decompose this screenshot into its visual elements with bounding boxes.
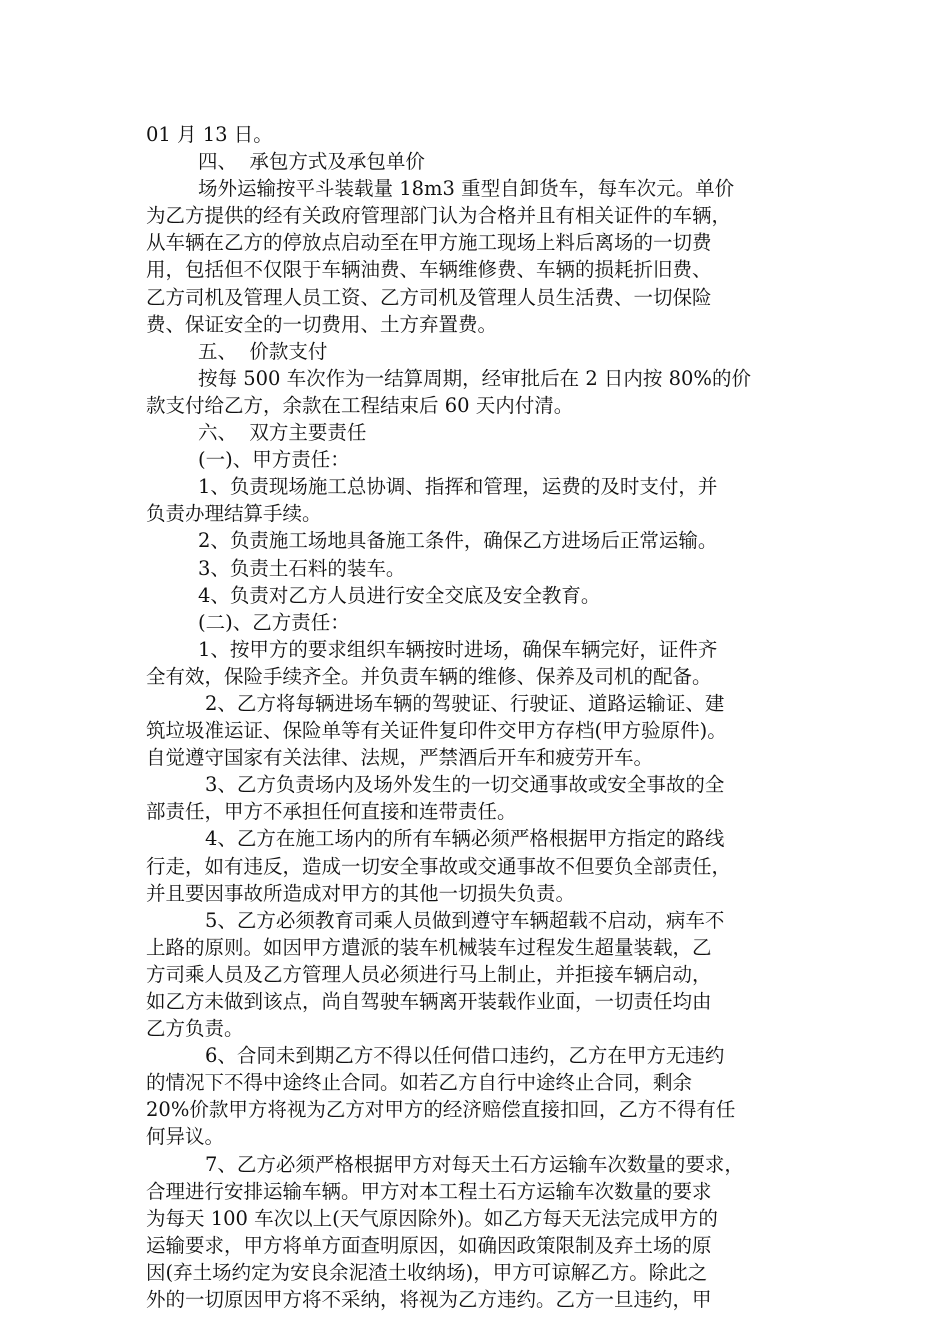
text-line: 为每天 100 车次以上(天气原因除外)。如乙方每天无法完成甲方的 bbox=[146, 1206, 718, 1230]
text-line: 上路的原则。如因甲方遣派的装车机械装车过程发生超量装载，乙 bbox=[146, 935, 712, 959]
text-line: 何异议。 bbox=[146, 1125, 225, 1149]
text-line: 的情况下不得中途终止合同。如若乙方自行中途终止合同，剩余 bbox=[146, 1071, 693, 1095]
text-line: 并且要因事故所造成对甲方的其他一切损失负责。 bbox=[146, 881, 576, 905]
text-line: 行走，如有违反，造成一切安全事故或交通事故不但要负全部责任， bbox=[146, 854, 732, 878]
document-page bbox=[146, 121, 806, 1313]
text-line: 五、 价款支付 bbox=[198, 339, 328, 363]
text-line: 为乙方提供的经有关政府管理部门认为合格并且有相关证件的车辆， bbox=[146, 204, 732, 228]
text-line: 1、负责现场施工总协调、指挥和管理，运费的及时支付，并 bbox=[198, 475, 718, 499]
text-line: 3、负责土石料的装车。 bbox=[198, 556, 406, 580]
text-line: 费、保证安全的一切费用、土方弃置费。 bbox=[146, 312, 498, 336]
text-line: 款支付给乙方，余款在工程结束后 60 天内付清。 bbox=[146, 393, 574, 417]
text-line: 负责办理结算手续。 bbox=[146, 502, 322, 526]
text-line: 4、乙方在施工场内的所有车辆必须严格根据甲方指定的路线 bbox=[205, 827, 725, 851]
text-line: 按每 500 车次作为一结算周期，经审批后在 2 日内按 80%的价 bbox=[198, 366, 751, 390]
text-line: 场外运输按平斗装载量 18m3 重型自卸货车，每车次元。单价 bbox=[198, 177, 735, 201]
text-line: 乙方负责。 bbox=[146, 1017, 244, 1041]
text-line: 20%价款甲方将视为乙方对甲方的经济赔偿直接扣回，乙方不得有任 bbox=[146, 1098, 736, 1122]
text-line: 四、 承包方式及承包单价 bbox=[198, 150, 425, 174]
text-line: 方司乘人员及乙方管理人员必须进行马上制止，并拒接车辆启动， bbox=[146, 962, 712, 986]
text-line: 因(弃土场约定为安良余泥渣土收纳场)，甲方可谅解乙方。除此之 bbox=[146, 1260, 708, 1284]
text-line: 运输要求，甲方将单方面查明原因，如确因政策限制及弃土场的原 bbox=[146, 1233, 712, 1257]
text-line: 6、合同未到期乙方不得以任何借口违约，乙方在甲方无违约 bbox=[205, 1044, 725, 1068]
text-line: 六、 双方主要责任 bbox=[198, 421, 367, 445]
text-line: 5、乙方必须教育司乘人员做到遵守车辆超载不启动，病车不 bbox=[205, 908, 725, 932]
text-line: 4、负责对乙方人员进行安全交底及安全教育。 bbox=[198, 583, 601, 607]
text-line: 3、乙方负责场内及场外发生的一切交通事故或安全事故的全 bbox=[205, 773, 725, 797]
text-line: 部责任，甲方不承担任何直接和连带责任。 bbox=[146, 800, 517, 824]
text-line: 全有效，保险手续齐全。并负责车辆的维修、保养及司机的配备。 bbox=[146, 664, 712, 688]
text-line: (二)、乙方责任： bbox=[198, 610, 350, 634]
text-line: 用，包括但不仅限于车辆油费、车辆维修费、车辆的损耗折旧费、 bbox=[146, 258, 712, 282]
text-line: 2、负责施工场地具备施工条件，确保乙方进场后正常运输。 bbox=[198, 529, 718, 553]
text-line: 乙方司机及管理人员工资、乙方司机及管理人员生活费、一切保险 bbox=[146, 285, 712, 309]
text-line: 从车辆在乙方的停放点启动至在甲方施工现场上料后离场的一切费 bbox=[146, 231, 712, 255]
text-line: 如乙方未做到该点，尚自驾驶车辆离开装载作业面，一切责任均由 bbox=[146, 990, 712, 1013]
text-line: 自觉遵守国家有关法律、法规，严禁酒后开车和疲劳开车。 bbox=[146, 746, 654, 770]
text-line: 01 月 13 日。 bbox=[146, 123, 273, 146]
text-line: 外的一切原因甲方将不采纳，将视为乙方违约。乙方一旦违约，甲 bbox=[146, 1288, 712, 1312]
text-line: 1、按甲方的要求组织车辆按时进场，确保车辆完好，证件齐 bbox=[198, 637, 718, 661]
text-line: 筑垃圾准运证、保险单等有关证件复印件交甲方存档(甲方验原件)。 bbox=[146, 719, 727, 743]
text-line: 7、乙方必须严格根据甲方对每天土石方运输车次数量的要求， bbox=[205, 1152, 744, 1176]
text-line: 2、乙方将每辆进场车辆的驾驶证、行驶证、道路运输证、建 bbox=[205, 691, 725, 715]
text-line: 合理进行安排运输车辆。甲方对本工程土石方运输车次数量的要求 bbox=[146, 1179, 712, 1203]
text-line: (一)、甲方责任： bbox=[198, 448, 350, 472]
